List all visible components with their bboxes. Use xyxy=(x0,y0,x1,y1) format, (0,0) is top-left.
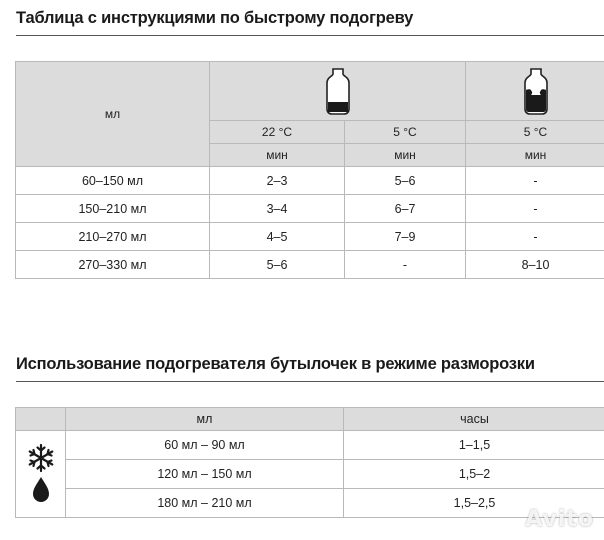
time-cell: 2–3 xyxy=(210,167,345,195)
time-cell: - xyxy=(466,223,604,251)
time-cell: 6–7 xyxy=(345,195,466,223)
table-row xyxy=(16,195,604,223)
volume-cell: 150–210 мл xyxy=(16,195,210,223)
hours-header: часы xyxy=(344,408,604,431)
defrost-icon-cell xyxy=(16,431,66,518)
time-cell: 7–9 xyxy=(345,223,466,251)
section2-title: Использование подогревателя бутылочек в режиме разморозки xyxy=(16,355,535,373)
volume-cell: 180 мл – 210 мл xyxy=(66,489,344,518)
defrost-table xyxy=(15,407,604,518)
time-cell: 5–6 xyxy=(345,167,466,195)
icon-header xyxy=(16,408,66,431)
time-cell: 8–10 xyxy=(466,251,604,279)
temp-header: 5 °C xyxy=(345,121,466,144)
table-row xyxy=(16,251,604,279)
volume-cell: 270–330 мл xyxy=(16,251,210,279)
table-row xyxy=(16,431,604,460)
ml-header: мл xyxy=(16,62,210,167)
bottle-small-header xyxy=(210,62,466,121)
volume-cell: 210–270 мл xyxy=(16,223,210,251)
time-cell: - xyxy=(345,251,466,279)
bottle-small-fill-icon xyxy=(323,66,353,116)
table-row xyxy=(16,167,604,195)
avito-watermark: Avito xyxy=(525,507,594,532)
section2-divider xyxy=(16,381,604,382)
hours-cell: 1–1,5 xyxy=(344,431,604,460)
time-cell: 4–5 xyxy=(210,223,345,251)
hours-cell: 1,5–2 xyxy=(344,460,604,489)
volume-cell: 60–150 мл xyxy=(16,167,210,195)
temp-header: 22 °C xyxy=(210,121,345,144)
unit-header: мин xyxy=(466,144,604,167)
temp-header: 5 °C xyxy=(466,121,604,144)
bottle-large-header xyxy=(466,62,604,121)
time-cell: - xyxy=(466,195,604,223)
time-cell: 5–6 xyxy=(210,251,345,279)
unit-header: мин xyxy=(345,144,466,167)
bottle-large-fill-icon xyxy=(521,66,551,116)
section1-divider xyxy=(16,35,604,36)
table-row xyxy=(16,460,604,489)
time-cell: 3–4 xyxy=(210,195,345,223)
table-row xyxy=(16,223,604,251)
volume-cell: 60 мл – 90 мл xyxy=(66,431,344,460)
quick-heat-table xyxy=(15,61,604,279)
hours-cell: 1,5–2,5 xyxy=(344,489,604,518)
section1-title: Таблица с инструкциями по быстрому подогреву xyxy=(16,9,414,27)
table-row xyxy=(16,489,604,518)
unit-header: мин xyxy=(210,144,345,167)
ml-header: мл xyxy=(66,408,344,431)
snowflake-drop-icon xyxy=(24,441,58,507)
volume-cell: 120 мл – 150 мл xyxy=(66,460,344,489)
time-cell: - xyxy=(466,167,604,195)
